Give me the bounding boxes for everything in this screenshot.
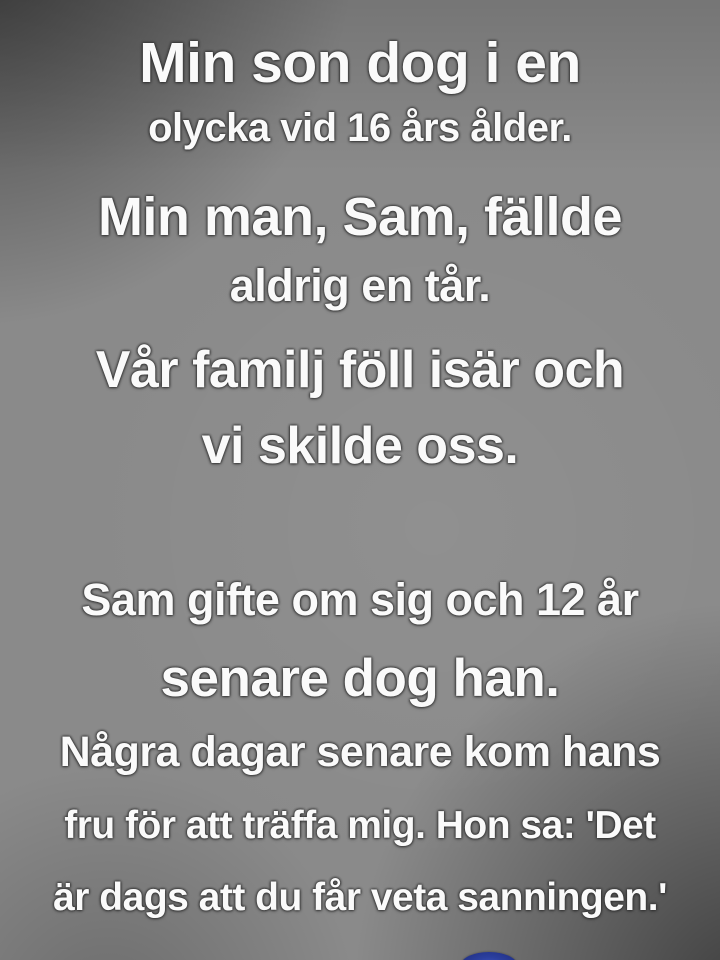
story-line-10: fru för att träffa mig. Hon sa: 'Det (64, 804, 656, 847)
story-line-8: senare dog han. (160, 649, 560, 708)
story-line-3: Min man, Sam, fällde (97, 187, 623, 247)
story-line-11: är dags att du får veta sanningen.' (53, 876, 667, 919)
story-line-2: olycka vid 16 års ålder. (148, 106, 572, 150)
story-line-5: Vår familj föll isär och (95, 341, 625, 399)
story-line-9: Några dagar senare kom hans (59, 728, 661, 776)
like-reaction-icon[interactable] (461, 952, 517, 960)
story-line-6: vi skilde oss. (201, 417, 519, 475)
story-line-7: Sam gifte om sig och 12 år (81, 574, 639, 625)
story-line-4: aldrig en tår. (229, 260, 491, 311)
story-line-1: Min son dog i en (139, 31, 581, 95)
